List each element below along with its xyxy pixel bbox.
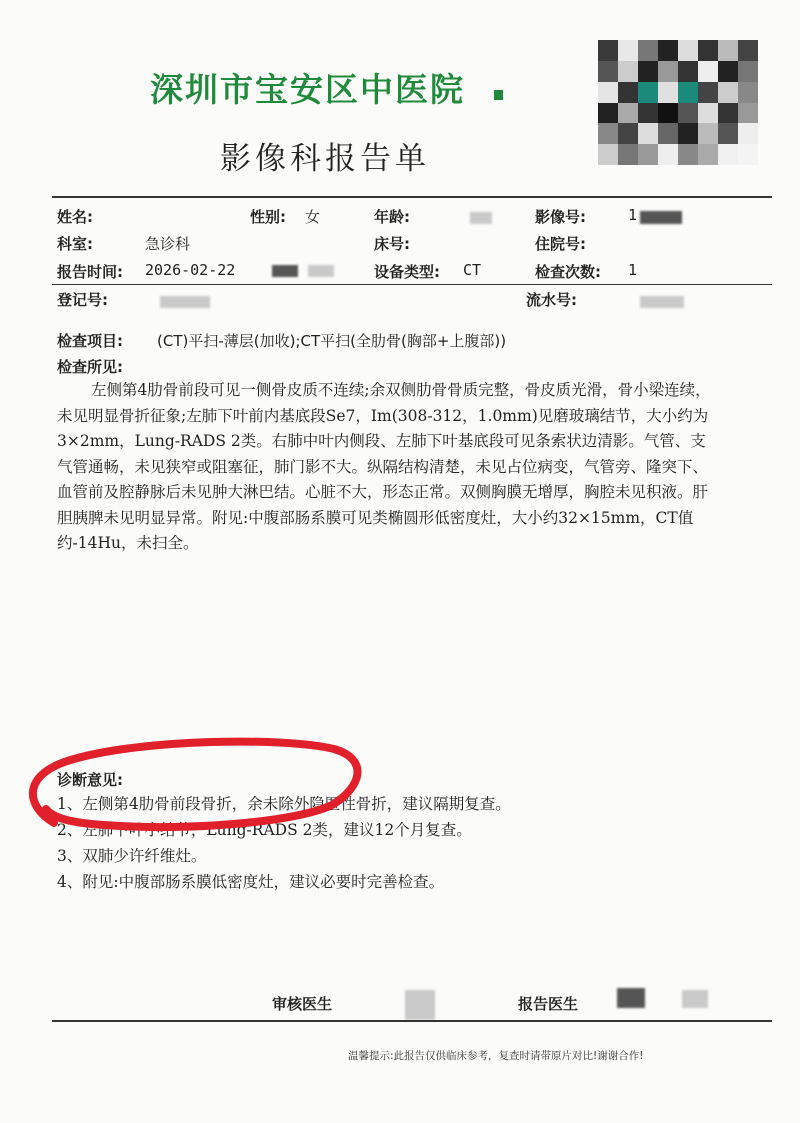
- pixelated-qr-code: [598, 40, 758, 165]
- serial-label: 流水号:: [526, 291, 577, 309]
- hospital-name: 深圳市宝安区中医院: [150, 70, 465, 109]
- top-divider: [52, 196, 772, 198]
- name-label: 姓名:: [57, 208, 93, 226]
- info-divider: [52, 284, 772, 285]
- diagnosis-item: 3、双肺少许纤维灶。: [57, 847, 207, 865]
- device-value: CT: [463, 261, 482, 279]
- reviewer-label: 审核医生: [272, 995, 333, 1013]
- decorative-mark: [494, 90, 503, 100]
- exam-items-value: (CT)平扫-薄层(加收);CT平扫(全肋骨(胸部+上腹部)): [157, 332, 507, 350]
- diagnosis-item: 1、左侧第4肋骨前段骨折，余未除外隐匿性骨折，建议隔期复查。: [57, 795, 511, 813]
- red-annotation-circle: [14, 735, 364, 840]
- footer-note: 温馨提示:此报告仅供临床参考，复查时请带原片对比!谢谢合作!: [348, 1050, 644, 1062]
- report-title: 影像科报告单: [220, 141, 430, 177]
- redacted-age: [470, 212, 492, 224]
- reporter-label: 报告医生: [518, 995, 579, 1013]
- exam-count-label: 检查次数:: [535, 263, 601, 281]
- redacted-time-2: [308, 265, 334, 277]
- redacted-reporter-signature-2: [682, 990, 708, 1008]
- report-time-value: 2026-02-22: [145, 261, 236, 279]
- diagnosis-item: 4、附见:中腹部肠系膜低密度灶，建议必要时完善检查。: [57, 873, 445, 891]
- exam-items-label: 检查项目:: [57, 332, 123, 350]
- report-time-label: 报告时间:: [57, 263, 123, 281]
- diagnosis-item: 2、左肺下叶小结节，Lung-RADS 2类，建议12个月复查。: [57, 821, 472, 839]
- department-label: 科室:: [57, 235, 93, 253]
- bed-label: 床号:: [374, 235, 410, 253]
- exam-count-value: 1: [628, 261, 638, 279]
- bottom-divider: [52, 1020, 772, 1022]
- redacted-register: [160, 296, 210, 308]
- redacted-image-no: [640, 211, 682, 224]
- admission-label: 住院号:: [535, 235, 586, 253]
- redacted-reporter-signature: [617, 988, 645, 1008]
- department-value: 急诊科: [145, 235, 191, 253]
- image-no-label: 影像号:: [535, 208, 586, 226]
- device-label: 设备类型:: [374, 263, 440, 281]
- gender-label: 性别:: [250, 208, 286, 226]
- diagnosis-label: 诊断意见:: [57, 771, 123, 789]
- findings-text: 左侧第4肋骨前段可见一侧骨皮质不连续;余双侧肋骨骨质完整，骨皮质光滑，骨小梁连续，未见明显骨折征象;左肺下叶前内基底段Se7，Im(308-312，1.0mm)见磨玻璃结节，大小约为3×2mm，Lung-RADS 2类。右肺中叶内侧段、左肺下叶基底段可见条索状边清影。气管、支气管通畅，未见狭窄或阻塞征，肺门影不大。纵隔结构清楚，未见占位病变，气管旁、隆突下、血管前及腔静脉后未见肿大淋巴结。心脏不大，形态正常。双侧胸膜无增厚，胸腔未见积液。肝胆胰脾未见明显异常。附见:中腹部肠系膜可见类椭圆形低密度灶，大小约32×15mm，CT值约-14Hu，未扫全。: [57, 381, 711, 552]
- gender-value: 女: [305, 208, 321, 226]
- redacted-reviewer-signature: [405, 990, 435, 1020]
- redacted-serial: [640, 296, 684, 308]
- findings-label: 检查所见:: [57, 358, 123, 376]
- register-label: 登记号:: [57, 291, 108, 309]
- redacted-time: [272, 265, 298, 277]
- image-no-value: 1: [628, 206, 638, 224]
- age-label: 年龄:: [374, 208, 410, 226]
